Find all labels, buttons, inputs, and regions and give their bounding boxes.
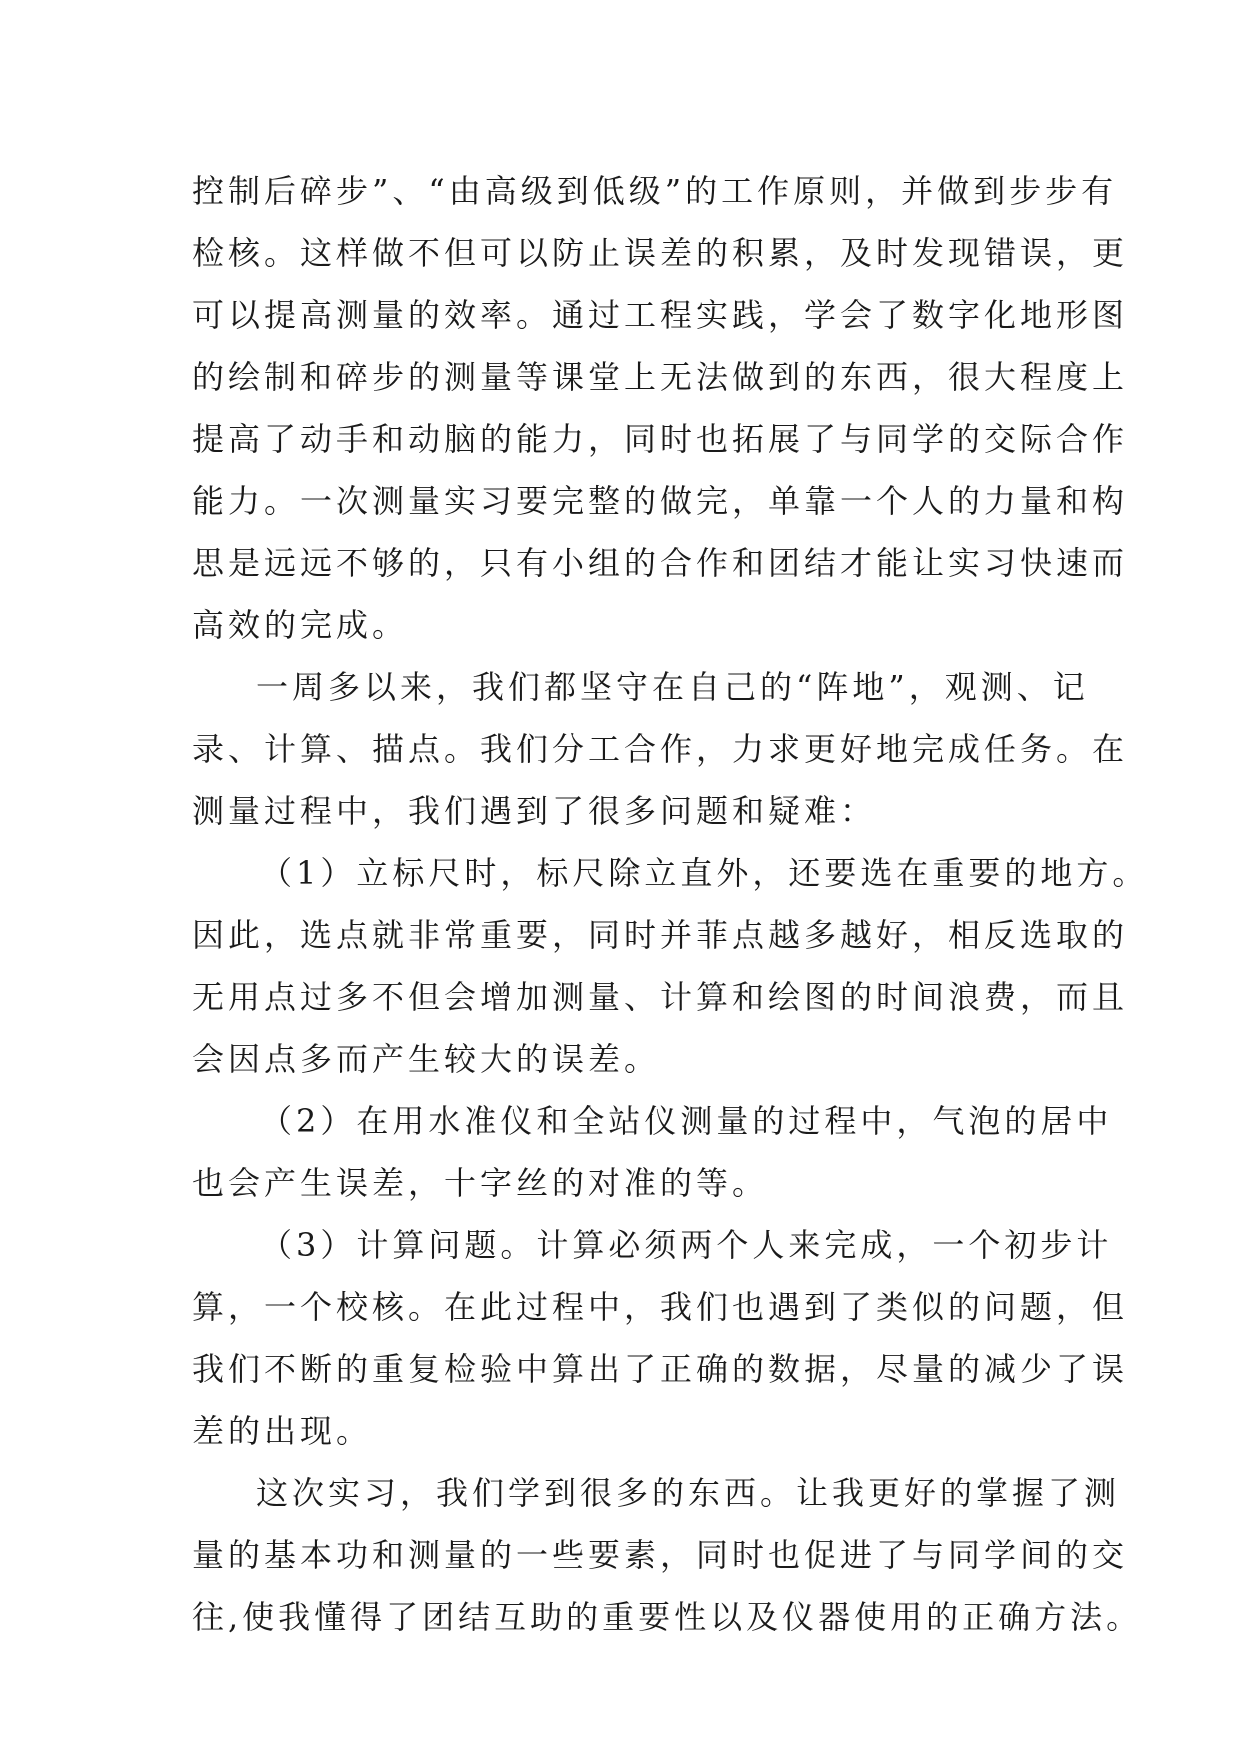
- paragraph-start-line: 这次实习，我们学到很多的东西。让我更好的掌握了测: [256, 1474, 1121, 1512]
- text-line: 算，一个校核。在此过程中，我们也遇到了类似的问题，但: [192, 1288, 1129, 1326]
- text-line: 高效的完成。: [192, 606, 409, 644]
- list-item-line: （1）立标尺时，标尺除立直外，还要选在重要的地方。: [260, 854, 1149, 892]
- text-line: 能力。一次测量实习要完整的做完，单靠一个人的力量和构: [192, 482, 1129, 520]
- text-line: 往,使我懂得了团结互助的重要性以及仪器使用的正确方法。: [192, 1598, 1143, 1636]
- text-line: 无用点过多不但会增加测量、计算和绘图的时间浪费，而且: [192, 978, 1129, 1016]
- text-line: 因此，选点就非常重要，同时并菲点越多越好，相反选取的: [192, 916, 1129, 954]
- text-line: 的绘制和碎步的测量等课堂上无法做到的东西，很大程度上: [192, 358, 1129, 396]
- text-line: 控制后碎步”、“由高级到低级”的工作原则，并做到步步有: [192, 172, 1118, 210]
- text-line: 提高了动手和动脑的能力，同时也拓展了与同学的交际合作: [192, 420, 1129, 458]
- text-line: 录、计算、描点。我们分工合作，力求更好地完成任务。在: [192, 730, 1129, 768]
- body-text: [192, 160, 1149, 1648]
- text-line: 可以提高测量的效率。通过工程实践，学会了数字化地形图: [192, 296, 1129, 334]
- text-line: 会因点多而产生较大的误差。: [192, 1040, 661, 1078]
- text-line: 检核。这样做不但可以防止误差的积累，及时发现错误，更: [192, 234, 1129, 272]
- text-line: 测量过程中，我们遇到了很多问题和疑难：: [192, 792, 877, 830]
- text-line: 差的出现。: [192, 1412, 373, 1450]
- text-line: 也会产生误差，十字丝的对准的等。: [192, 1164, 769, 1202]
- list-item-line: （2）在用水准仪和全站仪测量的过程中，气泡的居中: [260, 1102, 1113, 1140]
- list-item-line: （3）计算问题。计算必须两个人来完成，一个初步计: [260, 1226, 1113, 1264]
- text-line: 量的基本功和测量的一些要素，同时也促进了与同学间的交: [192, 1536, 1129, 1574]
- text-line: 思是远远不够的，只有小组的合作和团结才能让实习快速而: [192, 544, 1129, 582]
- paragraph-start-line: 一周多以来，我们都坚守在自己的“阵地”，观测、记: [256, 668, 1089, 706]
- text-line: 我们不断的重复检验中算出了正确的数据，尽量的减少了误: [192, 1350, 1129, 1388]
